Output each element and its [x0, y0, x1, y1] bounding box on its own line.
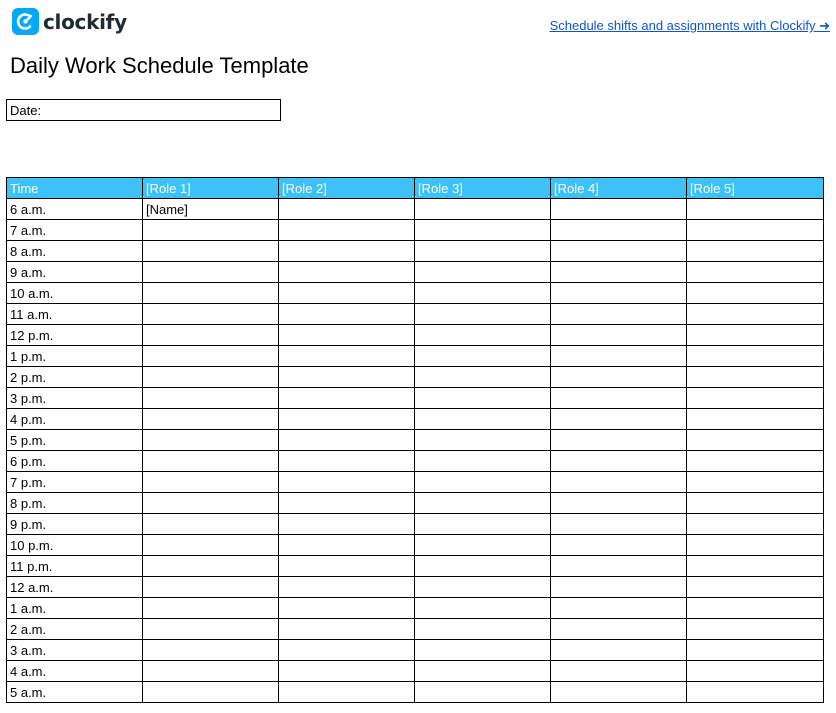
schedule-cell-role-5[interactable] [687, 325, 824, 346]
schedule-cell-role-5[interactable] [687, 262, 824, 283]
schedule-cell-role-3[interactable] [415, 598, 551, 619]
table-row [7, 409, 824, 430]
schedule-cell-role-4[interactable] [551, 283, 687, 304]
schedule-cell-role-1[interactable]: [Name] [143, 199, 279, 220]
schedule-cell-role-3[interactable] [415, 661, 551, 682]
schedule-cell-role-1[interactable] [143, 514, 279, 535]
schedule-cell-role-3[interactable] [415, 388, 551, 409]
time-cell: 8 p.m. [7, 493, 143, 514]
schedule-cell-role-5[interactable] [687, 514, 824, 535]
schedule-cell-role-1[interactable] [143, 598, 279, 619]
schedule-cell-role-5[interactable] [687, 409, 824, 430]
table-row [7, 388, 824, 409]
table-row [7, 451, 824, 472]
time-cell: 9 p.m. [7, 514, 143, 535]
table-header-row [7, 178, 824, 199]
schedule-cell-role-4[interactable] [551, 535, 687, 556]
table-row [7, 577, 824, 598]
table-row [7, 640, 824, 661]
schedule-cell-role-2[interactable] [279, 598, 415, 619]
schedule-cell-role-3[interactable] [415, 325, 551, 346]
table-row [7, 514, 824, 535]
schedule-cell-role-4[interactable] [551, 619, 687, 640]
schedule-cell-role-2[interactable] [279, 241, 415, 262]
schedule-cell-role-4[interactable] [551, 304, 687, 325]
schedule-cell-role-2[interactable] [279, 451, 415, 472]
schedule-cell-role-1[interactable] [143, 535, 279, 556]
column-header-role-1: [Role 1] [143, 178, 279, 199]
table-row [7, 220, 824, 241]
schedule-cell-role-4[interactable] [551, 325, 687, 346]
schedule-cell-role-1[interactable] [143, 241, 279, 262]
time-cell: 11 a.m. [7, 304, 143, 325]
time-cell: 3 a.m. [7, 640, 143, 661]
schedule-cell-role-3[interactable] [415, 640, 551, 661]
schedule-cell-role-2[interactable] [279, 535, 415, 556]
schedule-cell-role-4[interactable] [551, 388, 687, 409]
page-title: Daily Work Schedule Template [10, 53, 309, 78]
schedule-cell-role-3[interactable] [415, 409, 551, 430]
schedule-cell-role-5[interactable] [687, 304, 824, 325]
schedule-cell-role-5[interactable] [687, 619, 824, 640]
time-cell: 3 p.m. [7, 388, 143, 409]
date-label: Date: [10, 102, 42, 118]
schedule-cell-role-4[interactable] [551, 430, 687, 451]
schedule-cell-role-4[interactable] [551, 409, 687, 430]
schedule-cell-role-2[interactable] [279, 640, 415, 661]
table-row [7, 367, 824, 388]
table-row [7, 241, 824, 262]
schedule-cell-role-1[interactable] [143, 220, 279, 241]
schedule-cell-role-2[interactable] [279, 262, 415, 283]
schedule-cell-role-5[interactable] [687, 283, 824, 304]
schedule-cell-role-5[interactable] [687, 241, 824, 262]
schedule-cell-role-4[interactable] [551, 556, 687, 577]
schedule-cell-role-4[interactable] [551, 199, 687, 220]
schedule-cell-role-3[interactable] [415, 430, 551, 451]
schedule-cell-role-1[interactable] [143, 346, 279, 367]
table-row [7, 598, 824, 619]
schedule-cell-role-3[interactable] [415, 472, 551, 493]
clockify-logo-icon [12, 8, 39, 35]
schedule-cell-role-5[interactable] [687, 199, 824, 220]
schedule-cell-role-5[interactable] [687, 346, 824, 367]
time-cell: 2 p.m. [7, 367, 143, 388]
time-cell: 10 a.m. [7, 283, 143, 304]
schedule-cell-role-2[interactable] [279, 556, 415, 577]
schedule-cell-role-1[interactable] [143, 367, 279, 388]
time-cell: 6 p.m. [7, 451, 143, 472]
schedule-cell-role-1[interactable] [143, 682, 279, 703]
schedule-cell-role-4[interactable] [551, 577, 687, 598]
schedule-cell-role-2[interactable] [279, 367, 415, 388]
schedule-cell-role-3[interactable] [415, 682, 551, 703]
time-cell: 6 a.m. [7, 199, 143, 220]
schedule-cell-role-1[interactable] [143, 283, 279, 304]
column-header-role-3: [Role 3] [415, 178, 551, 199]
time-cell: 2 a.m. [7, 619, 143, 640]
schedule-cell-role-4[interactable] [551, 682, 687, 703]
schedule-cell-role-4[interactable] [551, 262, 687, 283]
schedule-cell-role-2[interactable] [279, 514, 415, 535]
schedule-cell-role-2[interactable] [279, 409, 415, 430]
schedule-cell-role-4[interactable] [551, 514, 687, 535]
column-header-role-4: [Role 4] [551, 178, 687, 199]
schedule-cell-role-2[interactable] [279, 199, 415, 220]
time-cell: 9 a.m. [7, 262, 143, 283]
schedule-cell-role-5[interactable] [687, 220, 824, 241]
schedule-cell-role-5[interactable] [687, 472, 824, 493]
schedule-cell-role-4[interactable] [551, 220, 687, 241]
brand-logo[interactable] [12, 8, 127, 35]
schedule-cell-role-3[interactable] [415, 514, 551, 535]
schedule-cell-role-2[interactable] [279, 619, 415, 640]
schedule-cell-role-3[interactable] [415, 262, 551, 283]
schedule-shifts-link[interactable]: Schedule shifts and assignments with Clockify ➜ [549, 18, 830, 33]
schedule-cell-role-4[interactable] [551, 598, 687, 619]
table-row [7, 304, 824, 325]
schedule-cell-role-5[interactable] [687, 493, 824, 514]
time-cell: 11 p.m. [7, 556, 143, 577]
table-row [7, 430, 824, 451]
schedule-cell-role-4[interactable] [551, 451, 687, 472]
schedule-cell-role-5[interactable] [687, 388, 824, 409]
schedule-cell-role-4[interactable] [551, 241, 687, 262]
schedule-cell-role-3[interactable] [415, 241, 551, 262]
date-field[interactable] [6, 99, 281, 121]
time-cell: 12 a.m. [7, 577, 143, 598]
column-header-time: Time [7, 178, 143, 199]
table-row [7, 493, 824, 514]
time-cell: 1 a.m. [7, 598, 143, 619]
table-row [7, 199, 824, 220]
schedule-table [6, 177, 824, 703]
column-header-role-2: [Role 2] [279, 178, 415, 199]
schedule-cell-role-3[interactable] [415, 577, 551, 598]
table-row [7, 682, 824, 703]
time-cell: 8 a.m. [7, 241, 143, 262]
table-row [7, 325, 824, 346]
schedule-cell-role-5[interactable] [687, 451, 824, 472]
time-cell: 4 p.m. [7, 409, 143, 430]
schedule-cell-role-2[interactable] [279, 493, 415, 514]
time-cell: 7 a.m. [7, 220, 143, 241]
table-row [7, 619, 824, 640]
schedule-cell-role-3[interactable] [415, 535, 551, 556]
schedule-cell-role-5[interactable] [687, 682, 824, 703]
time-cell: 5 a.m. [7, 682, 143, 703]
time-cell: 5 p.m. [7, 430, 143, 451]
date-input[interactable] [45, 101, 280, 119]
schedule-cell-role-1[interactable] [143, 640, 279, 661]
time-cell: 4 a.m. [7, 661, 143, 682]
schedule-cell-role-4[interactable] [551, 640, 687, 661]
schedule-cell-role-1[interactable] [143, 451, 279, 472]
schedule-cell-role-4[interactable] [551, 367, 687, 388]
schedule-cell-role-3[interactable] [415, 283, 551, 304]
schedule-cell-role-2[interactable] [279, 661, 415, 682]
schedule-cell-role-3[interactable] [415, 199, 551, 220]
table-row [7, 472, 824, 493]
schedule-cell-role-3[interactable] [415, 346, 551, 367]
time-cell: 10 p.m. [7, 535, 143, 556]
schedule-cell-role-4[interactable] [551, 472, 687, 493]
schedule-cell-role-1[interactable] [143, 661, 279, 682]
table-body [7, 199, 824, 703]
schedule-cell-role-2[interactable] [279, 325, 415, 346]
table-row [7, 346, 824, 367]
schedule-cell-role-1[interactable] [143, 430, 279, 451]
schedule-cell-role-1[interactable] [143, 409, 279, 430]
schedule-cell-role-5[interactable] [687, 535, 824, 556]
table-row [7, 556, 824, 577]
schedule-cell-role-1[interactable] [143, 388, 279, 409]
schedule-cell-role-5[interactable] [687, 640, 824, 661]
schedule-cell-role-1[interactable] [143, 577, 279, 598]
schedule-cell-role-5[interactable] [687, 598, 824, 619]
schedule-cell-role-2[interactable] [279, 577, 415, 598]
schedule-cell-role-2[interactable] [279, 472, 415, 493]
schedule-cell-role-4[interactable] [551, 346, 687, 367]
schedule-cell-role-1[interactable] [143, 472, 279, 493]
schedule-cell-role-2[interactable] [279, 220, 415, 241]
schedule-cell-role-3[interactable] [415, 493, 551, 514]
schedule-cell-role-5[interactable] [687, 661, 824, 682]
schedule-cell-role-3[interactable] [415, 367, 551, 388]
schedule-cell-role-2[interactable] [279, 682, 415, 703]
table-row [7, 535, 824, 556]
schedule-cell-role-1[interactable] [143, 325, 279, 346]
schedule-cell-role-2[interactable] [279, 283, 415, 304]
schedule-cell-role-1[interactable] [143, 493, 279, 514]
time-cell: 12 p.m. [7, 325, 143, 346]
schedule-cell-role-1[interactable] [143, 556, 279, 577]
schedule-cell-role-1[interactable] [143, 619, 279, 640]
time-cell: 7 p.m. [7, 472, 143, 493]
table-row [7, 283, 824, 304]
schedule-cell-role-2[interactable] [279, 304, 415, 325]
schedule-cell-role-2[interactable] [279, 346, 415, 367]
table-row [7, 262, 824, 283]
schedule-cell-role-5[interactable] [687, 367, 824, 388]
schedule-cell-role-3[interactable] [415, 556, 551, 577]
schedule-cell-role-1[interactable] [143, 304, 279, 325]
table-row [7, 661, 824, 682]
schedule-cell-role-3[interactable] [415, 451, 551, 472]
schedule-cell-role-1[interactable] [143, 262, 279, 283]
column-header-role-5: [Role 5] [687, 178, 824, 199]
schedule-cell-role-4[interactable] [551, 493, 687, 514]
schedule-cell-role-2[interactable] [279, 388, 415, 409]
schedule-cell-role-4[interactable] [551, 661, 687, 682]
schedule-cell-role-3[interactable] [415, 220, 551, 241]
schedule-cell-role-3[interactable] [415, 619, 551, 640]
schedule-cell-role-5[interactable] [687, 430, 824, 451]
schedule-cell-role-5[interactable] [687, 577, 824, 598]
brand-name: clockify [43, 9, 127, 34]
time-cell: 1 p.m. [7, 346, 143, 367]
schedule-cell-role-5[interactable] [687, 556, 824, 577]
schedule-cell-role-3[interactable] [415, 304, 551, 325]
schedule-cell-role-2[interactable] [279, 430, 415, 451]
